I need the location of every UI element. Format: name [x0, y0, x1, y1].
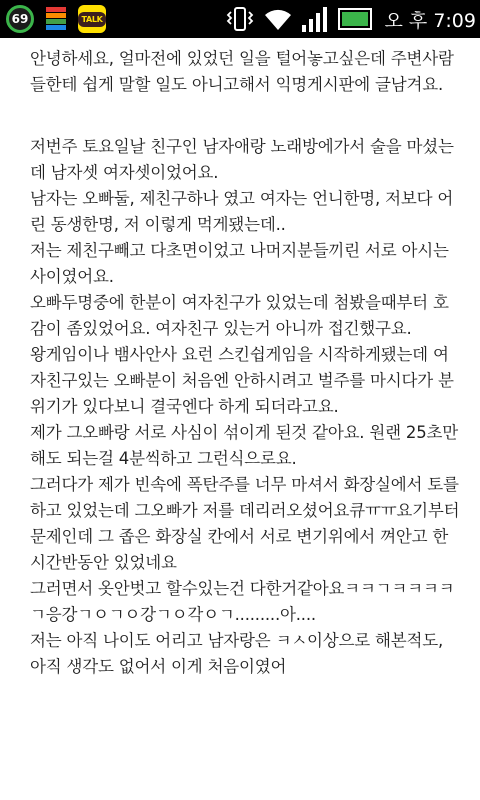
battery-icon [337, 6, 373, 32]
vibrate-icon [225, 5, 255, 33]
post-paragraph: 그러다가 제가 빈속에 폭탄주를 너무 마셔서 화장실에서 토를하고 있었는데 그오빠가 저를 데리러오셨어요큐ㅠㅠ요기부터 문제인데 그 좁은 화장실 칸에서 서로 변기위에서 껴안고 한시간반동안 있었네요 [30, 475, 460, 572]
system-icons [225, 0, 476, 38]
battery-badge-value: 69 [11, 12, 29, 26]
notes-app-icon [44, 6, 68, 32]
clock: 오 후 7:09 [384, 9, 476, 32]
kakaotalk-icon [78, 5, 106, 33]
post-paragraph: 남자는 오빠둘, 제친구하나 였고 여자는 언니한명, 저보다 어린 동생한명, 저 이렇게 먹게됐는데.. [30, 189, 454, 234]
kakaotalk-label: TALK [78, 12, 105, 27]
post-paragraph: 왕게임이나 뱀사안사 요런 스킨쉽게임을 시작하게됐는데 여자친구있는 오빠분이 처음엔 안하시려고 벌주를 마시다가 분위기가 있다보니 결국엔다 하게 되더라고요. [30, 345, 454, 416]
post-paragraph: 오빠두명중에 한분이 여자친구가 있었는데 첨봤을때부터 호감이 좀있었어요. 여자친구 있는거 아니까 접긴했구요. [30, 293, 449, 338]
post-content [30, 38, 462, 800]
signal-icon [301, 5, 329, 33]
battery-circle-icon [6, 5, 34, 33]
notification-icons [6, 0, 106, 38]
post-paragraph: 저는 제친구빼고 다초면이었고 나머지분들끼린 서로 아시는사이였어요. [30, 241, 449, 286]
status-bar [0, 0, 480, 38]
post-paragraph: 저는 아직 나이도 어리고 남자랑은 ㅋㅅ이상으로 해본적도, 아직 생각도 없어서 이게 처음이였어 [30, 631, 444, 676]
post-paragraph: 제가 그오빠랑 서로 사심이 섞이게 된것 같아요. 원랜 25초만해도 되는걸 4분씩하고 그런식으로요. [30, 423, 458, 468]
post-paragraph: 저번주 토요일날 친구인 남자애랑 노래방에가서 술을 마셨는데 남자셋 여자셋이었어요. [30, 137, 454, 182]
post-paragraph: 안녕하세요, 얼마전에 있었던 일을 털어놓고싶은데 주변사람들한테 쉽게 말할 일도 아니고해서 익명게시판에 글남겨요. [30, 49, 454, 94]
wifi-icon [263, 6, 293, 32]
post-paragraph: 그러면서 옷안벗고 할수있는건 다한거같아요ㅋㅋㄱㅋㅋㅋㅋㄱ응강ㄱㅇㄱㅇ강ㄱㅇ각ㅇㄱ.........아.... [30, 579, 455, 624]
